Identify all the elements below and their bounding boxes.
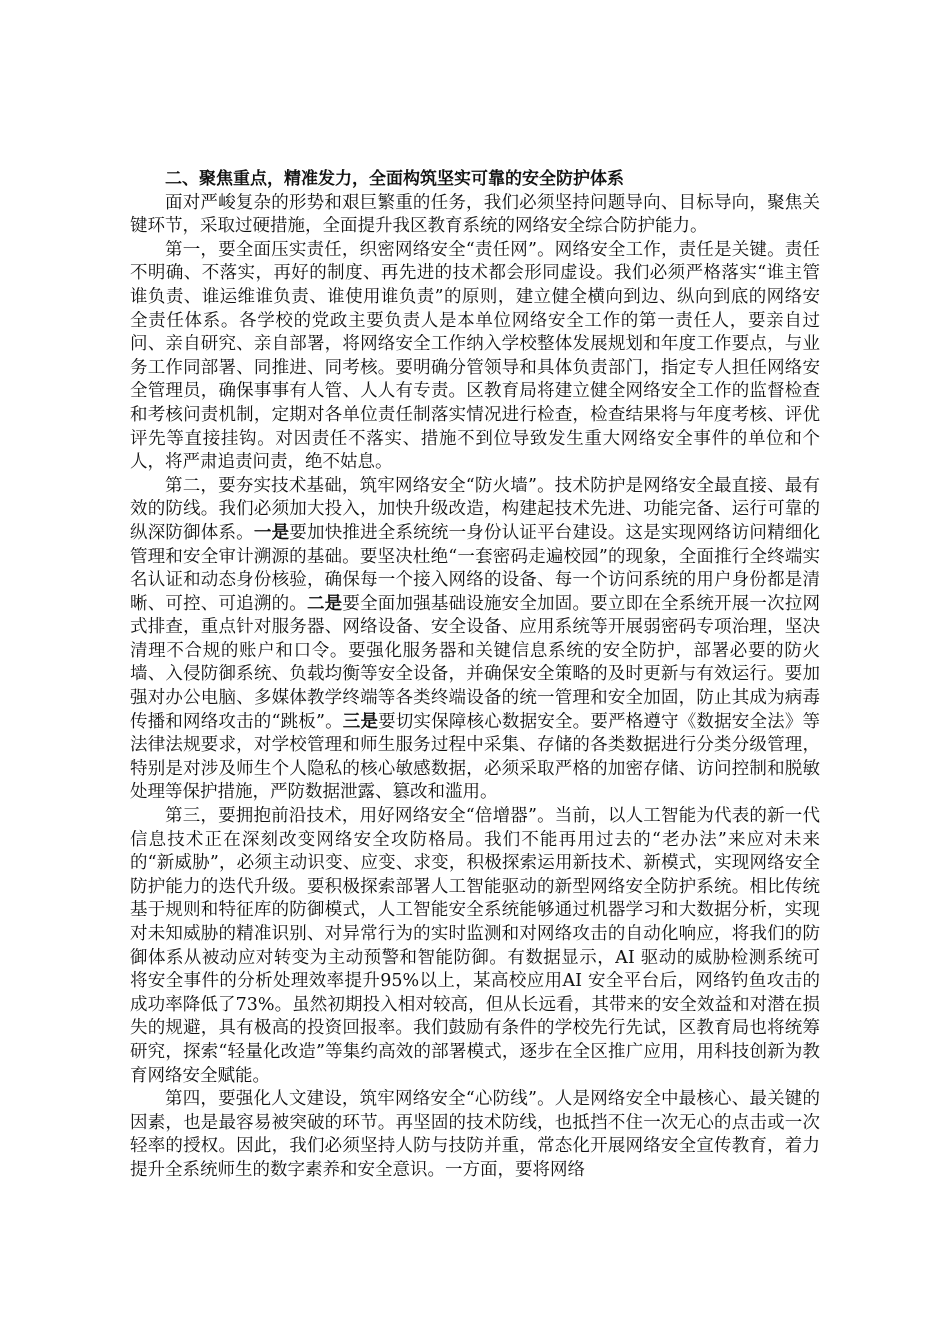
document-body bbox=[130, 168, 820, 1183]
marker-three: 三是 bbox=[342, 711, 379, 732]
paragraph-second-part-two: 要全面加强基础设施安全加固。要立即在全系统开展一次拉网式排查，重点针对服务器、网络设备、安全设备、应用系统等开展弱密码专项治理，坚决清理不合规的账户和口令。要强化服务器和关键信息系统的安全防护，部署必要的防火墙、入侵防御系统、负载均衡等安全设备，并确保安全策略的及时更新与有效运行。要加强对办公电脑、多媒体教学终端等各类终端设备的统一管理和安全加固，防止其成为病毒传播和网络攻击的“跳板”。 bbox=[130, 593, 821, 732]
paragraph-second-lead: 第二，要夯实技术基础，筑牢网络安全“防火墙”。技术防护是网络安全最直接、最有效的防线。我们必须加大投入，加快升级改造，构建起技术先进、功能完备、运行可靠的纵深防御体系。 bbox=[130, 475, 820, 543]
paragraph-second bbox=[130, 475, 820, 805]
marker-one: 一是 bbox=[253, 522, 290, 543]
paragraph-second-part-one: 要加快推进全系统统一身份认证平台建设。这是实现网络访问精细化管理和安全审计溯源的基础。要坚决杜绝“一套密码走遍校园”的现象，全面推行全终端实名认证和动态身份核验，确保每一个接入网络的设备、每一个访问系统的用户身份都是清晰、可控、可追溯的。 bbox=[130, 522, 821, 614]
paragraph-first: 第一，要全面压实责任，织密网络安全“责任网”。网络安全工作，责任是关键。责任不明确、不落实，再好的制度、再先进的技术都会形同虚设。我们必须严格落实“谁主管谁负责、谁运维谁负责、谁使用谁负责”的原则，建立健全横向到边、纵向到底的网络安全责任体系。各学校的党政主要负责人是本单位网络安全工作的第一责任人，要亲自过问、亲自研究、亲自部署，将网络安全工作纳入学校整体发展规划和年度工作要点，与业务工作同部署、同推进、同考核。要明确分管领导和具体负责部门，指定专人担任网络安全管理员，确保事事有人管、人人有专责。区教育局将建立健全网络安全工作的监督检查和考核问责机制，定期对各单位责任制落实情况进行检查，检查结果将与年度考核、评优评先等直接挂钩。对因责任不落实、措施不到位导致发生重大网络安全事件的单位和个人，将严肃追责问责，绝不姑息。 bbox=[130, 239, 820, 473]
paragraph-third: 第三，要拥抱前沿技术，用好网络安全“倍增器”。当前，以人工智能为代表的新一代信息技术正在深刻改变网络安全攻防格局。我们不能再用过去的“老办法”来应对未来的“新威胁”，必须主动识变、应变、求变，积极探索运用新技术、新模式，实现网络安全防护能力的迭代升级。要积极探索部署人工智能驱动的新型网络安全防护系统。相比传统基于规则和特征库的防御模式，人工智能安全系统能够通过机器学习和大数据分析，实现对未知威胁的精准识别、对异常行为的实时监测和对网络攻击的自动化响应，将我们的防御体系从被动应对转变为主动预警和智能防御。有数据显示，AI 驱动的威胁检测系统可将安全事件的分析处理效率提升95%以上，某高校应用AI 安全平台后，网络钓鱼攻击的成功率降低了73%。虽然初期投入相对较高，但从长远看，其带来的安全效益和对潜在损失的规避，具有极高的投资回报率。我们鼓励有条件的学校先行先试，区教育局也将统筹研究，探索“轻量化改造”等集约高效的部署模式，逐步在全区推广应用，用科技创新为教育网络安全赋能。 bbox=[130, 806, 820, 1086]
section-heading: 二、聚焦重点，精准发力，全面构筑坚实可靠的安全防护体系 bbox=[165, 169, 624, 189]
paragraph-fourth: 第四，要强化人文建设，筑牢网络安全“心防线”。人是网络安全中最核心、最关键的因素，也是最容易被突破的环节。再坚固的技术防线，也抵挡不住一次无心的点击或一次轻率的授权。因此，我们必须坚持人防与技防并重，常态化开展网络安全宣传教育，着力提升全系统师生的数字素养和安全意识。一方面，要将网络 bbox=[130, 1089, 820, 1180]
marker-two: 二是 bbox=[306, 593, 343, 614]
intro-paragraph: 面对严峻复杂的形势和艰巨繁重的任务，我们必须坚持问题导向、目标导向，聚焦关键环节，采取过硬措施，全面提升我区教育系统的网络安全综合防护能力。 bbox=[130, 192, 820, 237]
paragraph-second-part-three: 要切实保障核心数据安全。要严格遵守《数据安全法》等法律法规要求，对学校管理和师生服务过程中采集、存储的各类数据进行分类分级管理，特别是对涉及师生个人隐私的核心敏感数据，必须采取严格的加密存储、访问控制和脱敏处理等保护措施，严防数据泄露、篡改和滥用。 bbox=[130, 711, 821, 803]
